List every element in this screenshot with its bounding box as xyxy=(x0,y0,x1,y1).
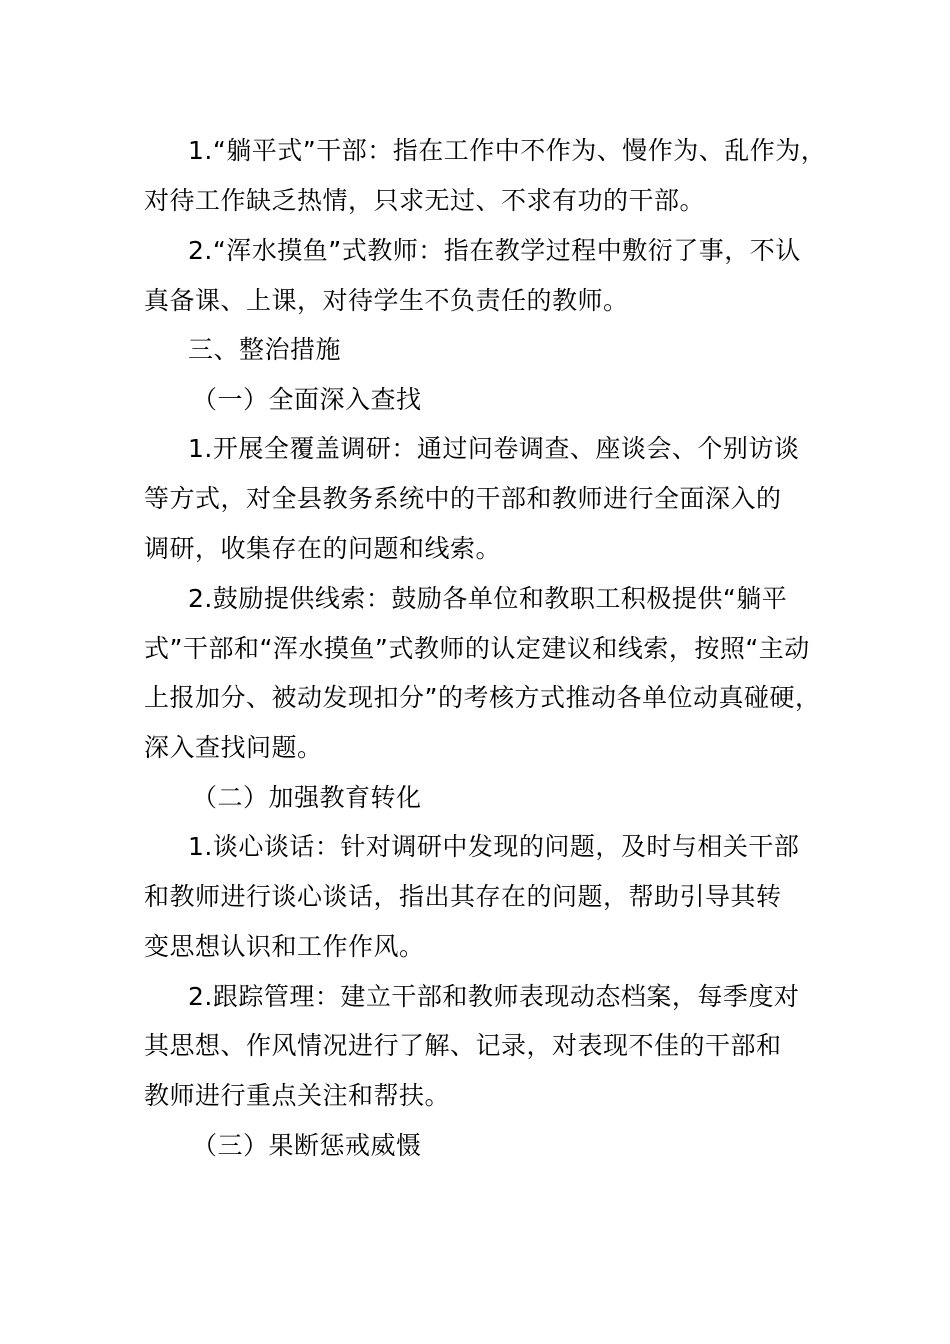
paragraph-line: 1.“躺平式”干部：指在工作中不作为、慢作为、乱作为， xyxy=(188,136,827,165)
paragraph-line: 真备课、上课，对待学生不负责任的教师。 xyxy=(144,286,629,315)
subsection-heading: （二）加强教育转化 xyxy=(192,783,422,812)
paragraph-line: 变思想认识和工作作风。 xyxy=(144,932,425,961)
paragraph-line: 对待工作缺乏热情，只求无过、不求有功的干部。 xyxy=(144,186,706,215)
paragraph-line: 2.鼓励提供线索：鼓励各单位和教职工积极提供“躺平 xyxy=(188,584,788,613)
paragraph-line: 2.跟踪管理：建立干部和教师表现动态档案，每季度对 xyxy=(188,982,800,1011)
paragraph-line: 和教师进行谈心谈话，指出其存在的问题，帮助引导其转 xyxy=(144,882,782,911)
paragraph-line: 其思想、作风情况进行了解、记录，对表现不佳的干部和 xyxy=(144,1031,782,1060)
paragraph-line: 教师进行重点关注和帮扶。 xyxy=(144,1081,451,1110)
paragraph-line: 等方式，对全县教务系统中的干部和教师进行全面深入的 xyxy=(144,484,782,513)
subsection-heading: （一）全面深入查找 xyxy=(192,385,422,414)
paragraph-line: 上报加分、被动发现扣分”的考核方式推动各单位动真碰硬， xyxy=(144,683,821,712)
paragraph-line: 深入查找问题。 xyxy=(144,733,323,762)
subsection-heading: （三）果断惩戒威慑 xyxy=(192,1131,422,1160)
paragraph-line: 2.“浑水摸鱼”式教师：指在教学过程中敷衍了事，不认 xyxy=(188,236,801,265)
paragraph-line: 1.谈心谈话：针对调研中发现的问题，及时与相关干部 xyxy=(188,832,800,861)
paragraph-line: 1.开展全覆盖调研：通过问卷调查、座谈会、个别访谈 xyxy=(188,434,800,463)
section-heading: 三、整治措施 xyxy=(188,335,342,364)
paragraph-line: 式”干部和“浑水摸鱼”式教师的认定建议和线索，按照“主动 xyxy=(144,634,810,663)
paragraph-line: 调研，收集存在的问题和线索。 xyxy=(144,534,502,563)
